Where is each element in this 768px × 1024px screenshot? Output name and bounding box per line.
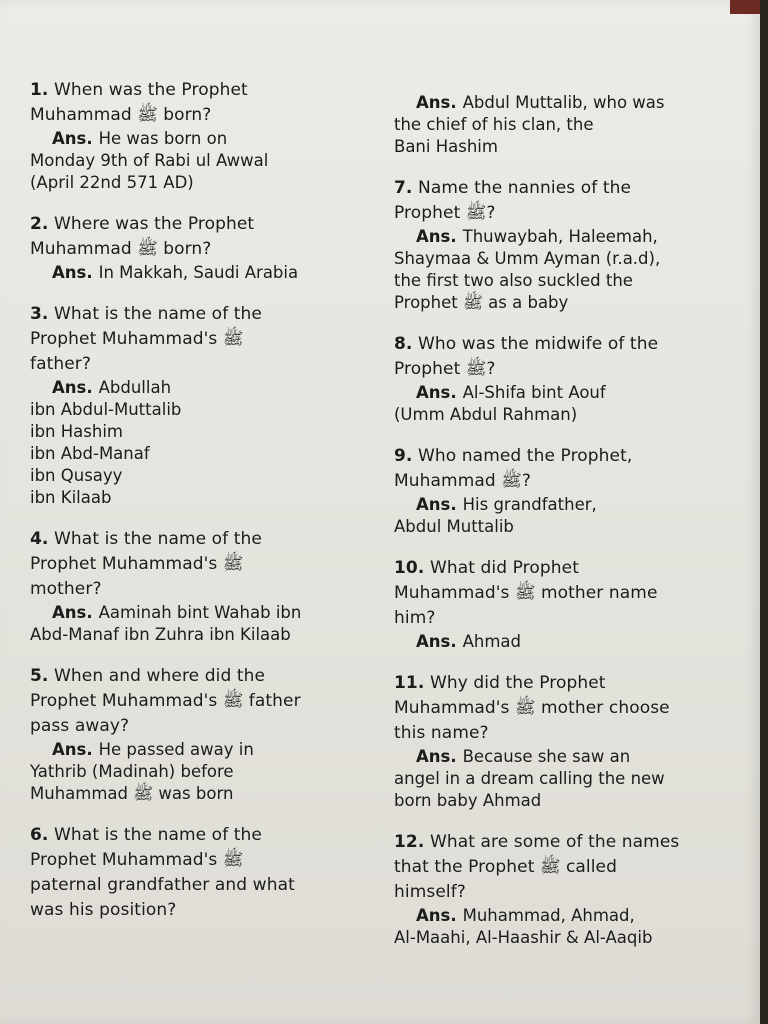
answer-text: Ans. Abdullah ibn Abdul-Muttalib ibn Hashim ibn Abd-Manaf ibn Qusayy ibn Kilaab — [30, 377, 370, 509]
question-line: Muhammad ﷺ born? — [30, 239, 212, 259]
question-line: 3. What is the name of the — [30, 304, 262, 324]
answer-label: Ans. — [416, 906, 457, 925]
question-number: 11. — [394, 673, 425, 693]
answer-line: ibn Hashim — [30, 422, 123, 441]
question-line: Muhammad ﷺ born? — [30, 105, 212, 125]
question-line: this name? — [394, 723, 489, 743]
question-text — [30, 664, 370, 739]
question-number: 10. — [394, 558, 425, 578]
answer-line: Prophet ﷺ as a baby — [394, 293, 569, 312]
answer-label: Ans. — [416, 227, 457, 246]
answer-line: ibn Abdul-Muttalib — [30, 400, 182, 419]
answer-label: Ans. — [52, 603, 93, 622]
answer-line: Abdul Muttalib — [394, 517, 514, 536]
question-line: paternal grandfather and what — [30, 875, 295, 895]
answer-text: Ans. Thuwaybah, Haleemah, Shaymaa & Umm Ayman (r.a.d), the first two also suckled the Prophet ﷺ as a baby — [394, 226, 724, 314]
question-line: 6. What is the name of the — [30, 825, 262, 845]
answer-line: Al-Maahi, Al-Haashir & Al-Aaqib — [394, 928, 653, 947]
question-line: Muhammad's ﷺ mother choose — [394, 698, 670, 718]
answer-line: ibn Kilaab — [30, 488, 112, 507]
right-column — [394, 92, 724, 967]
question-block — [394, 444, 724, 538]
question-text — [394, 830, 724, 905]
question-number: 5. — [30, 666, 49, 686]
question-line: 8. Who was the midwife of the — [394, 334, 659, 354]
question-line: Prophet Muhammad's ﷺ — [30, 554, 244, 574]
answer-line: the first two also suckled the — [394, 271, 633, 290]
question-line: 4. What is the name of the — [30, 529, 262, 549]
question-line: 7. Name the nannies of the — [394, 178, 632, 198]
question-line: was his position? — [30, 900, 177, 920]
page-corner — [730, 0, 760, 14]
question-text — [394, 556, 724, 631]
answer-text: Ans. Aaminah bint Wahab ibn Abd-Manaf ibn Zuhra ibn Kilaab — [30, 602, 370, 646]
answer-label: Ans. — [52, 129, 93, 148]
answer-line: (Umm Abdul Rahman) — [394, 405, 578, 424]
question-block — [394, 556, 724, 653]
question-number: 3. — [30, 304, 49, 324]
question-number: 8. — [394, 334, 413, 354]
answer-label: Ans. — [52, 263, 93, 282]
question-block — [30, 78, 370, 194]
question-block — [30, 527, 370, 646]
answer-line: Abd-Manaf ibn Zuhra ibn Kilaab — [30, 625, 291, 644]
question-line: Prophet Muhammad's ﷺ — [30, 329, 244, 349]
question-line: mother? — [30, 579, 102, 599]
answer-label: Ans. — [416, 495, 457, 514]
question-line: pass away? — [30, 716, 130, 736]
question-number: 1. — [30, 80, 49, 100]
question-line: Prophet Muhammad's ﷺ — [30, 850, 244, 870]
answer-line: born baby Ahmad — [394, 791, 542, 810]
question-text — [394, 671, 724, 746]
question-text — [30, 823, 370, 923]
question-line: that the Prophet ﷺ called — [394, 857, 618, 877]
question-line: Muhammad's ﷺ mother name — [394, 583, 658, 603]
question-text — [30, 302, 370, 377]
answer-text: Ans. Abdul Muttalib, who was the chief of his clan, the Bani Hashim — [394, 92, 724, 158]
question-number: 7. — [394, 178, 413, 198]
answer-label: Ans. — [416, 747, 457, 766]
question-line: 12. What are some of the names — [394, 832, 680, 852]
answer-label: Ans. — [416, 632, 457, 651]
question-text — [30, 212, 370, 262]
answer-label: Ans. — [52, 378, 93, 397]
question-line: himself? — [394, 882, 466, 902]
question-line: Prophet Muhammad's ﷺ father — [30, 691, 301, 711]
question-line: 9. Who named the Prophet, — [394, 446, 633, 466]
question-line: 2. Where was the Prophet — [30, 214, 255, 234]
question-number: 4. — [30, 529, 49, 549]
question-line: 1. When was the Prophet — [30, 80, 248, 100]
answer-line: Yathrib (Madinah) before — [30, 762, 234, 781]
question-line: 11. Why did the Prophet — [394, 673, 606, 693]
answer-text: Ans. In Makkah, Saudi Arabia — [52, 263, 299, 282]
question-text — [30, 78, 370, 128]
question-line: 10. What did Prophet — [394, 558, 579, 578]
question-block — [394, 92, 724, 158]
question-line: 5. When and where did the — [30, 666, 266, 686]
question-block — [394, 332, 724, 426]
question-text — [394, 176, 724, 226]
question-number: 2. — [30, 214, 49, 234]
answer-text: Ans. His grandfather, Abdul Muttalib — [394, 494, 724, 538]
left-column — [30, 78, 370, 941]
question-line: him? — [394, 608, 436, 628]
question-line: Prophet ﷺ? — [394, 203, 496, 223]
question-block — [30, 302, 370, 509]
answer-line: Bani Hashim — [394, 137, 498, 156]
question-text — [30, 527, 370, 602]
question-block — [394, 830, 724, 949]
answer-label: Ans. — [52, 740, 93, 759]
answer-line: (April 22nd 571 AD) — [30, 173, 194, 192]
question-number: 6. — [30, 825, 49, 845]
answer-text: Ans. Ahmad — [416, 632, 522, 651]
question-line: Prophet ﷺ? — [394, 359, 496, 379]
answer-line: Monday 9th of Rabi ul Awwal — [30, 151, 269, 170]
answer-line: ibn Abd-Manaf — [30, 444, 150, 463]
question-line: Muhammad ﷺ? — [394, 471, 531, 491]
question-number: 9. — [394, 446, 413, 466]
answer-text: Ans. Because she saw an angel in a dream calling the new born baby Ahmad — [394, 746, 724, 812]
answer-text: Ans. He passed away in Yathrib (Madinah) before Muhammad ﷺ was born — [30, 739, 370, 805]
answer-line: Shaymaa & Umm Ayman (r.a.d), — [394, 249, 661, 268]
question-text — [394, 444, 724, 494]
answer-line: Muhammad ﷺ was born — [30, 784, 234, 803]
answer-text: Ans. Al-Shifa bint Aouf (Umm Abdul Rahman) — [394, 382, 724, 426]
question-block — [30, 664, 370, 805]
answer-line: angel in a dream calling the new — [394, 769, 665, 788]
question-block — [394, 671, 724, 812]
answer-text: Ans. Muhammad, Ahmad, Al-Maahi, Al-Haashir & Al-Aaqib — [394, 905, 724, 949]
question-line: father? — [30, 354, 92, 374]
question-text — [394, 332, 724, 382]
answer-line: the chief of his clan, the — [394, 115, 594, 134]
answer-label: Ans. — [416, 93, 457, 112]
answer-text: Ans. He was born on Monday 9th of Rabi ul Awwal (April 22nd 571 AD) — [30, 128, 370, 194]
question-block — [30, 823, 370, 923]
answer-label: Ans. — [416, 383, 457, 402]
answer-line: ibn Qusayy — [30, 466, 123, 485]
question-number: 12. — [394, 832, 425, 852]
question-block — [394, 176, 724, 314]
question-block — [30, 212, 370, 284]
